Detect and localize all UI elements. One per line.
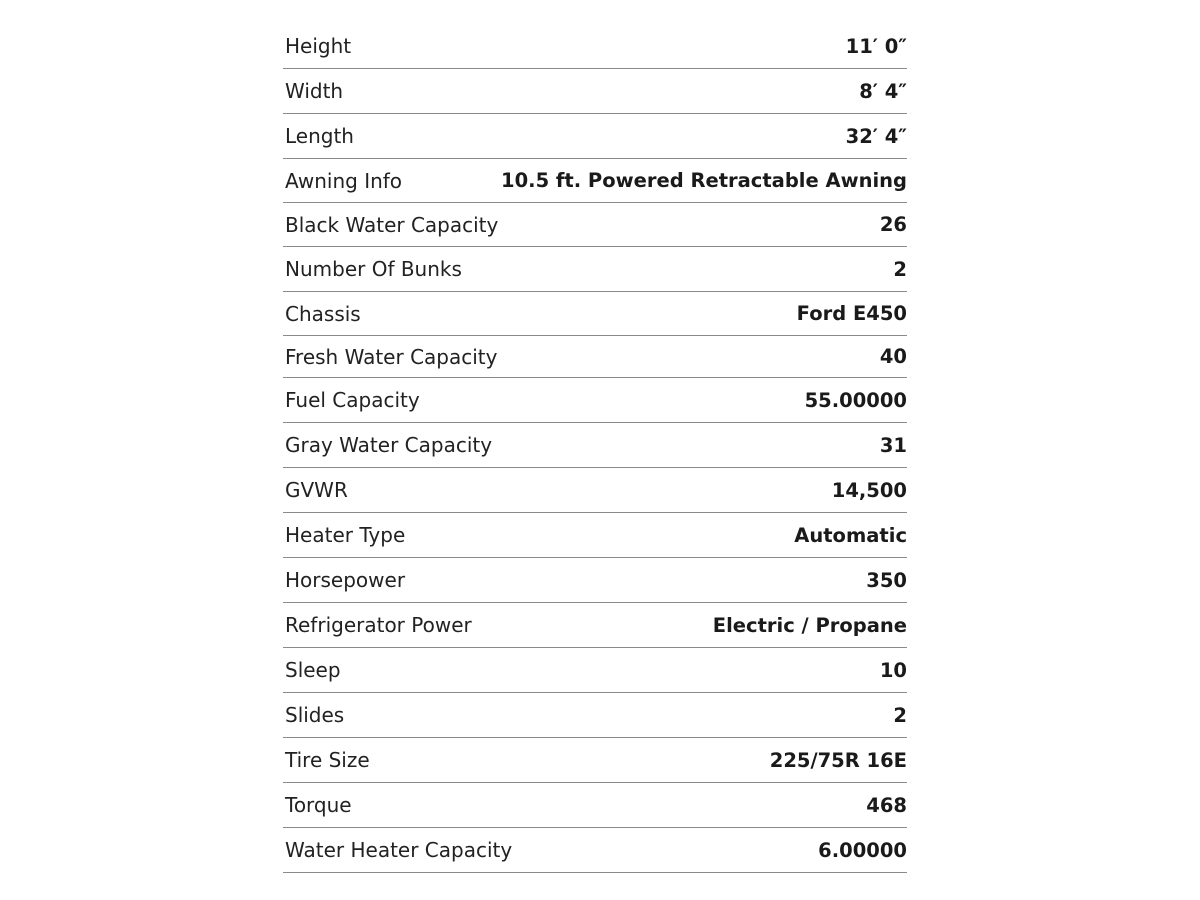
spec-value: 468	[866, 793, 907, 817]
spec-value: 2	[893, 703, 907, 727]
spec-value: 55.00000	[804, 388, 907, 412]
spec-value: 2	[893, 257, 907, 281]
spec-label: Fresh Water Capacity	[285, 344, 498, 369]
spec-label: Sleep	[285, 658, 341, 682]
spec-row-torque	[283, 783, 907, 828]
spec-label: Awning Info	[285, 168, 403, 193]
spec-value: 40	[879, 345, 907, 368]
spec-label: Height	[285, 34, 352, 58]
spec-value: 6.00000	[818, 838, 907, 862]
spec-row-height	[283, 24, 907, 69]
spec-row-fuel-capacity	[283, 378, 907, 423]
spec-row-heater-type	[283, 513, 907, 558]
spec-row-fresh-water-capacity	[283, 336, 907, 378]
spec-value: 10	[879, 658, 907, 682]
spec-row-gvwr	[283, 468, 907, 513]
spec-label: Number Of Bunks	[285, 257, 462, 281]
spec-label: Gray Water Capacity	[285, 433, 493, 457]
spec-row-width	[283, 69, 907, 114]
spec-row-tire-size	[283, 738, 907, 783]
spec-row-horsepower	[283, 558, 907, 603]
spec-value: 11′ 0″	[845, 34, 907, 58]
spec-value: 26	[879, 213, 907, 236]
spec-row-awning-info	[283, 159, 907, 203]
spec-label: Tire Size	[285, 748, 370, 772]
spec-row-number-of-bunks	[283, 247, 907, 292]
spec-label: Width	[285, 79, 344, 103]
spec-value: 32′ 4″	[845, 124, 907, 148]
spec-label: Refrigerator Power	[285, 613, 472, 637]
spec-value: 225/75R 16E	[769, 748, 907, 772]
spec-row-refrigerator-power	[283, 603, 907, 648]
spec-label: Water Heater Capacity	[285, 838, 513, 862]
spec-row-length	[283, 114, 907, 159]
spec-value: Ford E450	[796, 302, 907, 325]
spec-value: 10.5 ft. Powered Retractable Awning	[501, 169, 907, 192]
spec-label: Slides	[285, 703, 345, 727]
spec-row-sleep	[283, 648, 907, 693]
spec-row-water-heater-capacity	[283, 828, 907, 873]
spec-value: Automatic	[794, 523, 907, 547]
spec-label: Chassis	[285, 301, 361, 326]
spec-row-slides	[283, 693, 907, 738]
spec-value: 8′ 4″	[859, 79, 907, 103]
spec-row-chassis	[283, 292, 907, 336]
spec-value: 350	[866, 568, 907, 592]
spec-label: Heater Type	[285, 523, 406, 547]
spec-label: Fuel Capacity	[285, 388, 420, 412]
spec-table	[283, 24, 907, 873]
spec-label: Black Water Capacity	[285, 212, 499, 237]
spec-row-gray-water-capacity	[283, 423, 907, 468]
spec-label: Horsepower	[285, 568, 406, 592]
spec-label: Length	[285, 124, 354, 148]
spec-label: GVWR	[285, 478, 348, 502]
spec-value: 14,500	[831, 478, 907, 502]
spec-value: 31	[879, 433, 907, 457]
spec-label: Torque	[285, 793, 352, 817]
spec-value: Electric / Propane	[712, 613, 907, 637]
spec-row-black-water-capacity	[283, 203, 907, 247]
